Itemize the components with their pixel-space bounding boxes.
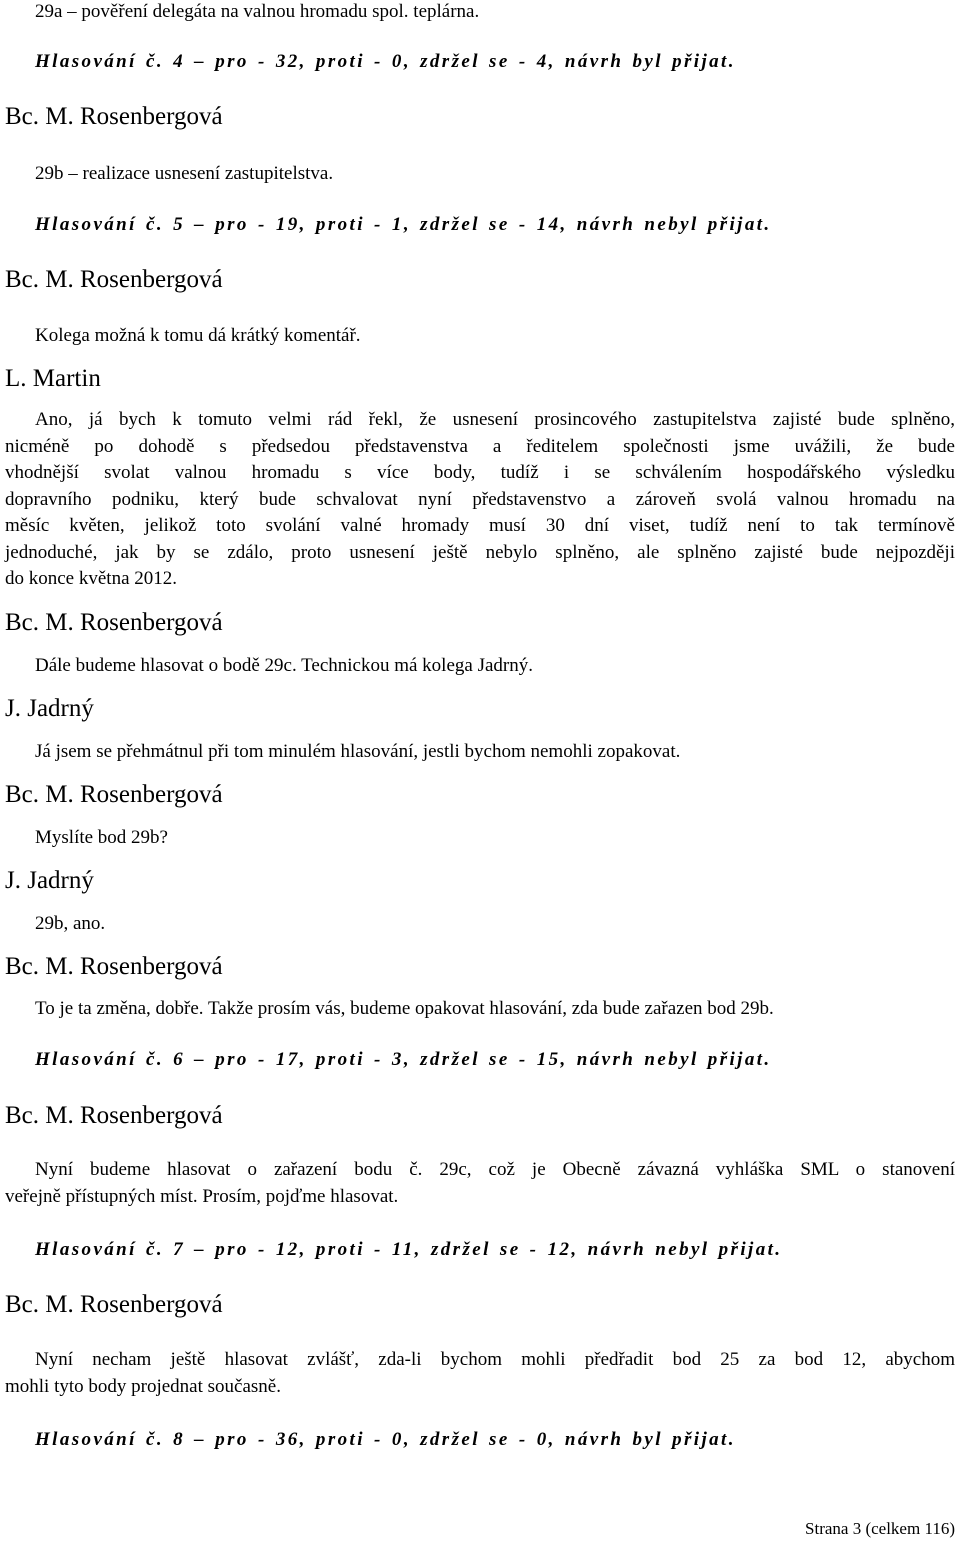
paragraph-line: vhodnější svolat valnou hromadu s více body, tudíž i se schválením hospodářského výsledku [5,462,955,483]
vote-result-6: Hlasování č. 6 – pro - 17, proti - 3, zdržel se - 15, návrh nebyl přijat. [35,1049,772,1070]
speaker-name: J. Jadrný [5,695,94,722]
paragraph-line: jednoduché, jak by se zdálo, proto usnesení ještě nebylo splněno, ale splněno zajisté bude nejpozději [5,541,955,563]
page-number: Strana 3 (celkem 116) [805,1519,955,1538]
speaker-name: Bc. M. Rosenbergová [5,781,223,808]
speech-text: Myslíte bod 29b? [35,827,168,848]
speech-text: To je ta změna, dobře. Takže prosím vás, budeme opakovat hlasování, zda bude zařazen bod 29b. [35,998,774,1019]
speech-text: Kolega možná k tomu dá krátký komentář. [35,325,361,346]
paragraph-line: dopravního podniku, který bude schvalovat nyní představenstvo a zároveň svolá valnou hromadu na [5,488,955,510]
paragraph-line: mohli tyto body projednat současně. [5,1375,281,1397]
vote-result-4: Hlasování č. 4 – pro - 32, proti - 0, zdržel se - 4, návrh byl přijat. [35,51,736,72]
speech-text: Já jsem se přehmátnul při tom minulém hlasování, jestli bychom nemohli zopakovat. [35,741,681,762]
vote-result-7: Hlasování č. 7 – pro - 12, proti - 11, zdržel se - 12, návrh nebyl přijat. [35,1239,783,1260]
speech-paragraph [5,1347,955,1400]
speaker-name: L. Martin [5,365,101,392]
vote-result-8: Hlasování č. 8 – pro - 36, proti - 0, zdržel se - 0, návrh byl přijat. [35,1429,736,1450]
paragraph-line: Ano, já bych k tomuto velmi rád řekl, že usnesení prosincového zastupitelstva zajisté bude splněno, [35,409,955,430]
speaker-name: Bc. M. Rosenbergová [5,103,223,130]
paragraph-line: nicméně po dohodě s předsedou představenstva a ředitelem společnosti jsme uvážili, že bude [5,435,955,457]
speech-text: Dále budeme hlasovat o bodě 29c. Technickou má kolega Jadrný. [35,655,533,676]
agenda-item-29a: 29a – pověření delegáta na valnou hromadu spol. teplárna. [35,1,480,22]
paragraph-line: měsíc květen, jelikož toto svolání valné hromady musí 30 dní viset, tudíž není to tak termínově [5,515,955,536]
vote-result-5: Hlasování č. 5 – pro - 19, proti - 1, zdržel se - 14, návrh nebyl přijat. [35,214,772,235]
paragraph-line: veřejně přístupných míst. Prosím, pojďme hlasovat. [5,1185,399,1207]
speaker-name: Bc. M. Rosenbergová [5,953,223,980]
speaker-name: Bc. M. Rosenbergová [5,1102,223,1129]
speech-text: 29b, ano. [35,913,106,934]
paragraph-line: Nyní budeme hlasovat o zařazení bodu č. 29c, což je Obecně závazná vyhláška SML o stanovení [35,1159,955,1180]
paragraph-line: do konce května 2012. [5,568,178,589]
agenda-item-29b: 29b – realizace usnesení zastupitelstva. [35,163,334,184]
speaker-name: Bc. M. Rosenbergová [5,1291,223,1318]
speaker-name: Bc. M. Rosenbergová [5,609,223,636]
paragraph-line: Nyní necham ještě hlasovat zvlášť, zda-li bychom mohli předřadit bod 25 za bod 12, abychom [35,1349,955,1370]
speech-paragraph [5,1157,955,1210]
speech-paragraph [5,407,955,593]
speaker-name: J. Jadrný [5,867,94,894]
speaker-name: Bc. M. Rosenbergová [5,266,223,293]
